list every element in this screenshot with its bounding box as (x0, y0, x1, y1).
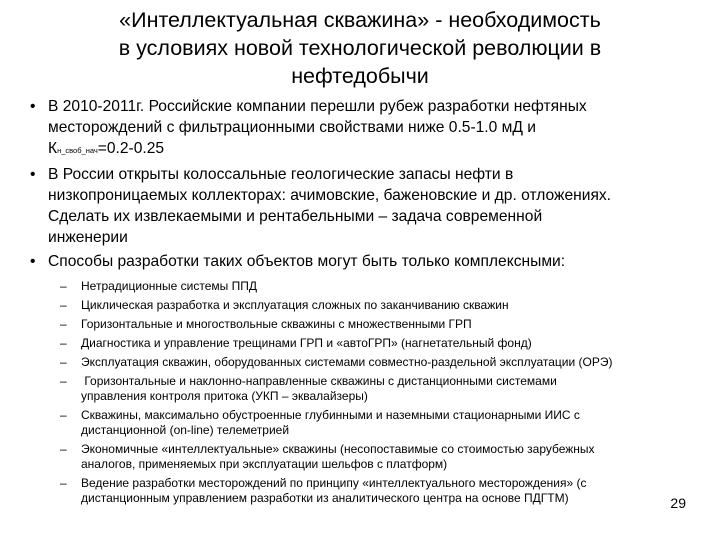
sub-item (60, 374, 690, 404)
sub-marker: – (60, 408, 67, 422)
bullet-line: низкопроницаемых коллекторах: ачимовские, баженовские и др. отложениях. (48, 187, 612, 204)
sub-line: Экономичные «интеллектуальные» скважины (несопоставимые со стоимостью зарубежных (81, 442, 595, 456)
sub-marker: – (60, 298, 67, 312)
sub-list (60, 279, 690, 506)
bullet-formula-line (48, 138, 710, 161)
sub-item (60, 317, 690, 332)
sub-item (60, 355, 690, 370)
bullet-item (30, 251, 710, 272)
sub-line: Горизонтальные и наклонно-направленные скважины с дистанционными системами (81, 374, 557, 388)
title-line: «Интеллектуальная скважина» - необходимость (119, 8, 601, 32)
sub-marker: – (60, 317, 67, 331)
sub-item (60, 298, 690, 313)
bullet-line: Способы разработки таких объектов могут быть только комплексными: (48, 253, 566, 270)
bullet-line: В России открыты колоссальные геологические запасы нефти в (48, 166, 514, 183)
bullet-line: Сделать их извлекаемыми и рентабельными – задача современной (48, 208, 543, 225)
sub-line: Скважины, максимально обустроенные глубинными и наземными стационарными ИИС с (81, 408, 580, 422)
bullet-marker: • (30, 166, 36, 183)
sub-item (60, 279, 690, 294)
sub-line: аналогов, применяемых при эксплуатации шельфов с платформ) (81, 457, 448, 471)
bullet-item (30, 96, 710, 161)
formula-suffix: =0.2-0.25 (97, 140, 165, 157)
sub-line: Эксплуатация скважин, оборудованных системами совместно-раздельной эксплуатации (ОРЭ) (81, 355, 613, 369)
sub-item (60, 476, 690, 506)
bullet-line: месторождений с фильтрационными свойствами ниже 0.5-1.0 мД и (48, 119, 536, 136)
sub-line: Нетрадиционные системы ППД (81, 279, 257, 293)
title-line: в условиях новой технологической революции в (118, 36, 602, 60)
sub-line: дистанционным управлением разработки из аналитического центра на основе ПДГТМ) (81, 491, 569, 505)
sub-marker: – (60, 442, 67, 456)
sub-marker: – (60, 336, 67, 350)
sub-line: дистанционной (on-line) телеметрией (81, 423, 290, 437)
bullet-marker: • (30, 98, 36, 115)
sub-line: Ведение разработки месторождений по принципу «интеллектуального месторождения» (с (81, 476, 587, 490)
bullet-list (30, 96, 710, 272)
sub-line: Диагностика и управление трещинами ГРП и «автоГРП» (нагнетательный фонд) (81, 336, 532, 350)
formula-subscript: н_своб_нач (57, 146, 98, 155)
sub-line: управления контроля притока (УКП – эквалайзеры) (81, 389, 368, 403)
page-number: 29 (670, 495, 686, 511)
sub-item (60, 336, 690, 351)
formula-prefix: К (48, 140, 58, 157)
slide-title (60, 6, 660, 90)
title-line: нефтедобычи (291, 64, 429, 88)
sub-marker: – (60, 374, 67, 388)
sub-item (60, 442, 690, 472)
sub-item (60, 408, 690, 438)
bullet-item (30, 164, 710, 248)
bullet-line: инженерии (48, 229, 128, 246)
sub-line: Циклическая разработка и эксплуатация сложных по заканчиванию скважин (81, 298, 509, 312)
sub-marker: – (60, 355, 67, 369)
sub-marker: – (60, 279, 67, 293)
bullet-line: В 2010-2011г. Российские компании перешли рубеж разработки нефтяных (48, 98, 587, 115)
bullet-marker: • (30, 253, 36, 270)
sub-marker: – (60, 476, 67, 490)
sub-line: Горизонтальные и многоствольные скважины с множественными ГРП (81, 317, 472, 331)
